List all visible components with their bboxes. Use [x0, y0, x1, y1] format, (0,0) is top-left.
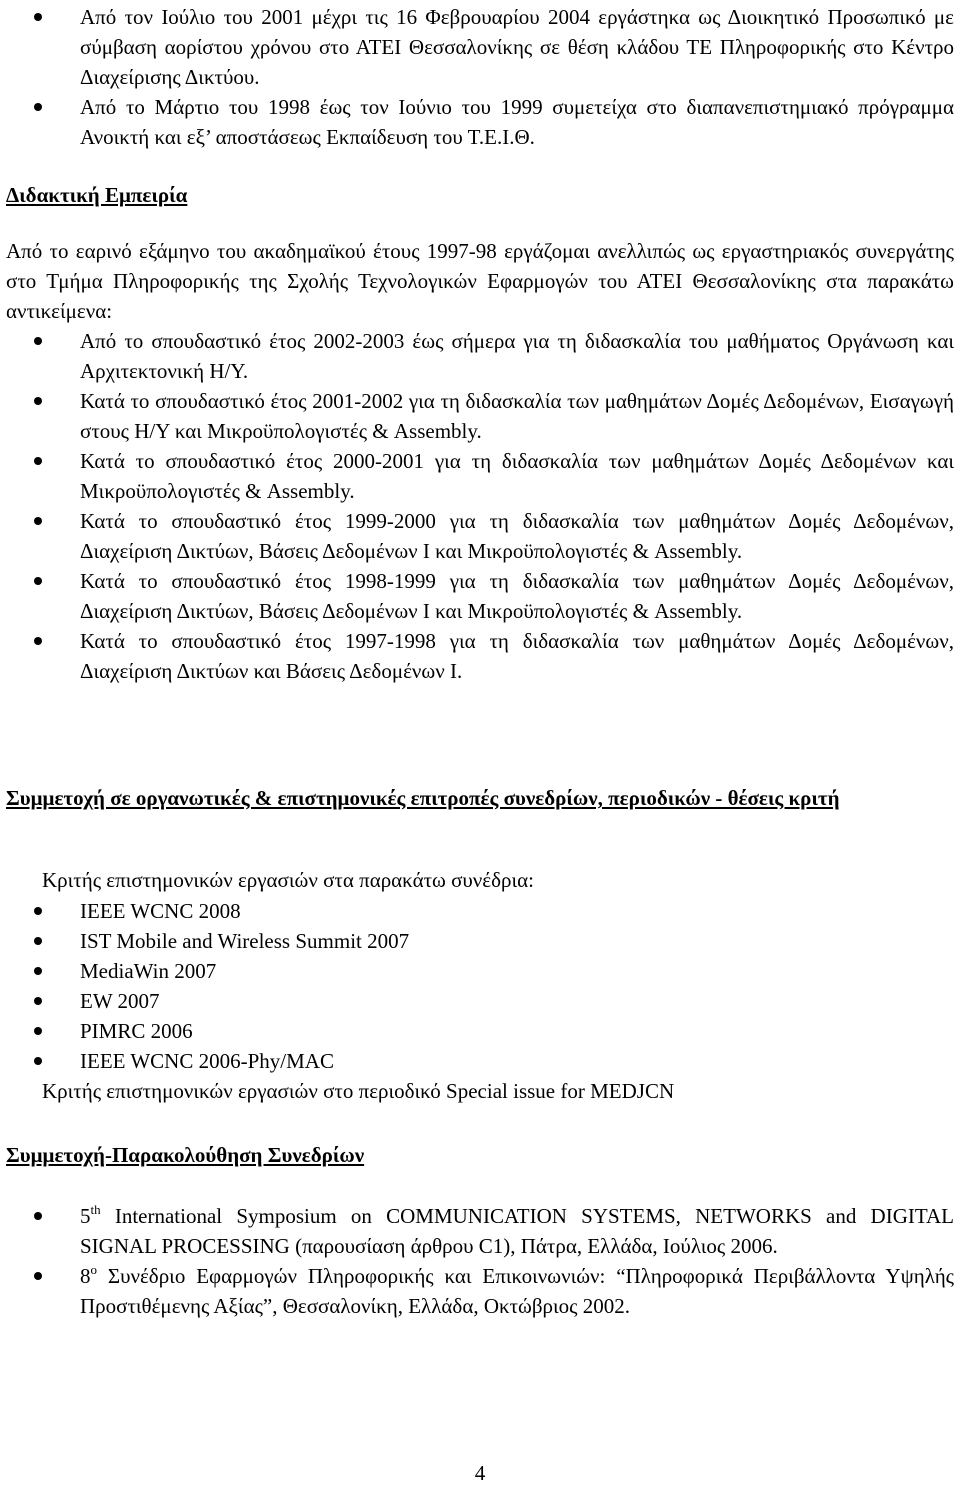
committees-intro: Κριτής επιστημονικών εργασιών στα παρακάτω συνέδρια: [42, 868, 534, 892]
conferences-section [6, 1201, 954, 1321]
teaching-intro: Από το εαρινό εξάμηνο του ακαδημαϊκού έτους 1997-98 εργάζομαι ανελλιπώς ως εργαστηριακός συνεργάτης στο Τμήμα Πληροφορικής της Σχολής Τεχνολογικών Εφαρμογών του ΑΤΕΙ Θεσσαλονίκης στα παρακάτω αντικείμενα: [6, 239, 954, 323]
list-item: Κατά το σπουδαστικό έτος 1999-2000 για τη διδασκαλία των μαθημάτων Δομές Δεδομένων, Διαχείριση Δικτύων, Βάσεις Δεδομένων Ι και Μικροϋπολογιστές & Assembly. [6, 506, 954, 566]
list-item: Κατά το σπουδαστικό έτος 1997-1998 για τη διδασκαλία των μαθημάτων Δομές Δεδομένων, Διαχείριση Δικτύων και Βάσεις Δεδομένων Ι. [6, 626, 954, 686]
teaching-section [6, 236, 954, 686]
list-item: Από το σπουδαστικό έτος 2002-2003 έως σήμερα για τη διδασκαλία του μαθήματος Οργάνωση και Αρχιτεκτονική Η/Υ. [6, 326, 954, 386]
list-item: $8^o$ Συνέδριο Εφαρμογών Πληροφορικής και Επικοινωνιών: “Πληροφορικά Περιβάλλοντα Υψηλής Προστιθέμενης Αξίας”, Θεσσαλονίκη, Ελλάδα, Οκτώβριος 2002. [6, 1261, 954, 1321]
conferences-heading: Συμμετοχή-Παρακολούθηση Συνεδρίων [6, 1143, 365, 1167]
list-item: EW 2007 [6, 986, 954, 1016]
committees-heading: Συμμετοχή σε οργανωτικές & επιστημονικές επιτροπές συνεδρίων, περιοδικών - θέσεις κριτή [6, 786, 840, 810]
list-item: Κατά το σπουδαστικό έτος 1998-1999 για τη διδασκαλία των μαθημάτων Δομές Δεδομένων, Διαχείριση Δικτύων, Βάσεις Δεδομένων Ι και Μικροϋπολογιστές & Assembly. [6, 566, 954, 626]
list-item: IEEE WCNC 2006-Phy/MAC [6, 1046, 954, 1076]
list-item: Από τον Ιούλιο του 2001 μέχρι τις 16 Φεβρουαρίου 2004 εργάστηκα ως Διοικητικό Προσωπικό με σύμβαση αορίστου χρόνου στο ΑΤΕΙ Θεσσαλονίκης σε θέση κλάδου ΤΕ Πληροφορικής στο Κέντρο Διαχείρισης Δικτύου. [6, 2, 954, 92]
list-item: IST Mobile and Wireless Summit 2007 [6, 926, 954, 956]
employment-bullets [6, 2, 954, 152]
list-item: Κατά το σπουδαστικό έτος 2000-2001 για τη διδασκαλία των μαθημάτων Δομές Δεδομένων και Μικροϋπολογιστές & Assembly. [6, 446, 954, 506]
list-item: PIMRC 2006 [6, 1016, 954, 1046]
journal-reviewer: Κριτής επιστημονικών εργασιών στο περιοδικό Special issue for MEDJCN [42, 1079, 675, 1103]
list-item: 5th International Symposium on COMMUNICATION SYSTEMS, NETWORKS and DIGITAL SIGNAL PROCESSING (παρουσίαση άρθρου C1), Πάτρα, Ελλάδα, Ιούλιος 2006. [6, 1201, 954, 1261]
list-item: IEEE WCNC 2008 [6, 896, 954, 926]
committees-section [6, 865, 954, 1106]
page-number: 4 [474, 1461, 486, 1485]
list-item: Από το Μάρτιο του 1998 έως τον Ιούνιο του 1999 συμετείχα στο διαπανεπιστημιακό πρόγραμμα Ανοικτή και εξ’ αποστάσεως Εκπαίδευση του Τ.Ε.Ι.Θ. [6, 92, 954, 152]
list-item: MediaWin 2007 [6, 956, 954, 986]
teaching-heading: Διδακτική Εμπειρία [6, 183, 188, 207]
list-item: Κατά το σπουδαστικό έτος 2001-2002 για τη διδασκαλία των μαθημάτων Δομές Δεδομένων, Εισαγωγή στους Η/Υ και Μικροϋπολογιστές & Assembly. [6, 386, 954, 446]
